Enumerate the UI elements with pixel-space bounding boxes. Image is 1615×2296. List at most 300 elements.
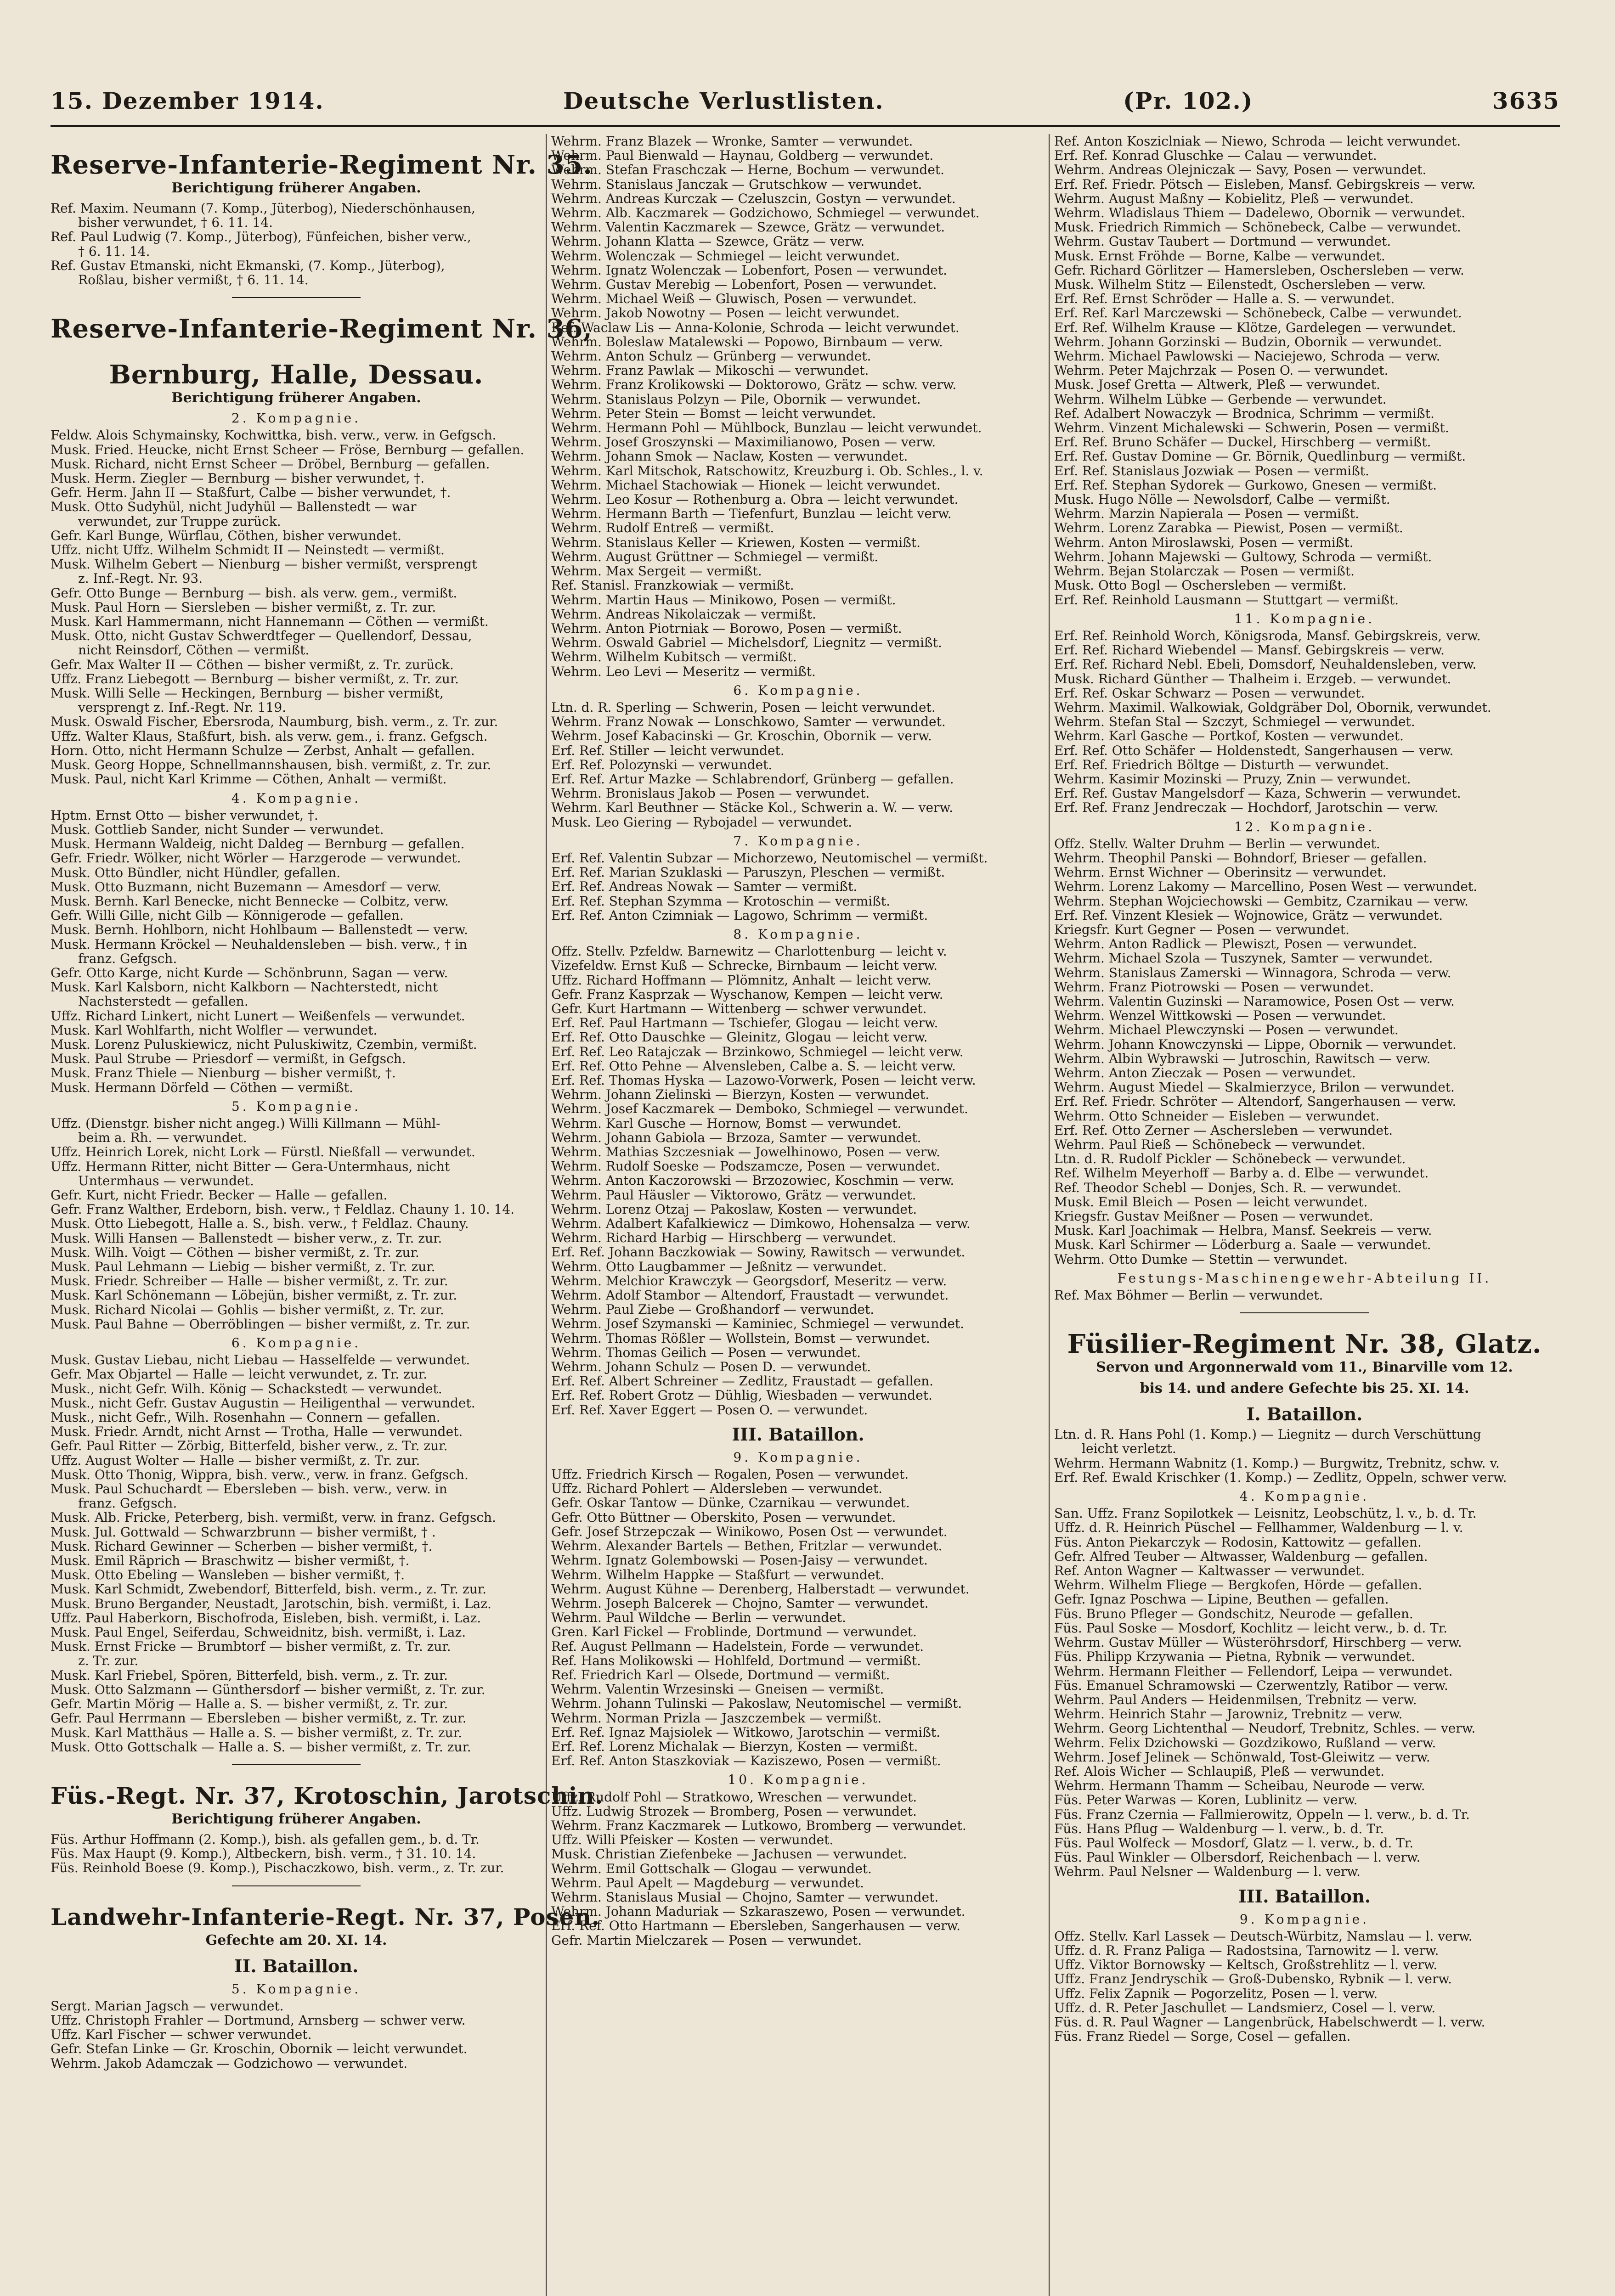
battalion-heading: II. Bataillon. [234, 1955, 359, 1976]
casualty-entry: Erf. Ref. Vinzent Klesiek — Wojnowice, Grätz — verwundet. [1054, 907, 1443, 923]
casualty-entry: Wehrm. Lorenz Lakomy — Marcellino, Posen West — verwundet. [1054, 879, 1478, 895]
casualty-entry: Wehrm. Albin Wybrawski — Jutroschin, Rawitsch — verw. [1054, 1051, 1431, 1066]
casualty-entry: Uffz. Karl Fischer — schwer verwundet. [51, 2027, 312, 2043]
casualty-entry: Wehrm. Franz Nowak — Lonschkowo, Samter — verwundet. [551, 714, 946, 730]
casualty-entry: Wehrm. Stephan Wojciechowski — Gembitz, Czarnikau — verw. [1054, 893, 1468, 909]
casualty-entry: Wehrm. Michael Pawlowski — Naciejewo, Schroda — verw. [1054, 349, 1440, 364]
casualty-entry: Füs. Philipp Krzywania — Pietna, Rybnik — verwundet. [1054, 1649, 1415, 1665]
casualty-entry: Wehrm. Valentin Guzinski — Naramowice, Posen Ost — verw. [1054, 993, 1455, 1009]
casualty-entry: Wehrm. Max Sergeit — vermißt. [551, 563, 762, 579]
section-note: bis 14. und andere Gefechte bis 25. XI. 14. [1140, 1380, 1469, 1397]
casualty-entry: Erf. Ref. Karl Marczewski — Schönebeck, Calbe — verwundet. [1054, 305, 1462, 321]
casualty-entry: Ref. Anton Kosziclniak — Niewo, Schroda — leicht verwundet. [1054, 134, 1461, 149]
casualty-entry: Erf. Ref. Gustav Domine — Gr. Börnik, Quedlinburg — vermißt. [1054, 449, 1466, 464]
casualty-entry: Offz. Stellv. Karl Lassek — Deutsch-Würbitz, Namslau — l. verw. [1054, 1928, 1473, 1944]
casualty-entry: Füs. Reinhold Boese (9. Komp.), Pischaczkowo, bish. verm., z. Tr. zur. [51, 1860, 504, 1876]
casualty-entry: Musk. Ernst Fricke — Brumbtorf — bisher vermißt, z. Tr. zur. [51, 1639, 451, 1654]
casualty-entry: Musk. Otto Liebegott, Halle a. S., bish. verw., † Feldlaz. Chauny. [51, 1216, 469, 1232]
casualty-entry: Uffz. Felix Zapnik — Pogorzelitz, Posen — l. verw. [1054, 1986, 1378, 2001]
casualty-entry: Musk. Hermann Waldeig, nicht Daldeg — Bernburg — gefallen. [51, 836, 465, 852]
casualty-entry: Erf. Ref. Friedrich Böltge — Disturth — verwundet. [1054, 757, 1389, 772]
casualty-entry: Wehrm. Bejan Stolarczak — Posen — vermißt. [1054, 563, 1355, 579]
casualty-entry: z. Inf.-Regt. Nr. 93. [78, 571, 203, 586]
section-divider [232, 1764, 361, 1765]
casualty-entry: Wehrm. Paul Nelsner — Waldenburg — l. verw. [1054, 1864, 1361, 1880]
casualty-entry: Wehrm. Paul Ziebe — Großhandorf — verwundet. [551, 1302, 875, 1317]
casualty-entry: Erf. Ref. Friedr. Schröter — Altendorf, Sangerhausen — verw. [1054, 1094, 1457, 1109]
casualty-entry: Musk. Otto Gottschalk — Halle a. S. — bisher vermißt, z. Tr. zur. [51, 1739, 471, 1755]
casualty-entry: Wehrm. Karl Gusche — Hornow, Bomst — verwundet. [551, 1115, 902, 1131]
casualty-entry: Musk. Otto Buzmann, nicht Buzemann — Amesdorf — verw. [51, 879, 441, 895]
casualty-entry: Wehrm. Johann Knowczynski — Lippe, Obornik — verwundet. [1054, 1036, 1457, 1052]
casualty-entry: Wehrm. Paul Bienwald — Haynau, Goldberg — verwundet. [551, 148, 934, 163]
casualty-entry: Wehrm. Johann Schulz — Posen D. — verwundet. [551, 1359, 871, 1375]
casualty-entry: Ref. Paul Ludwig (7. Komp., Jüterbog), Fünfeichen, bisher verw., [51, 229, 471, 245]
section-note: Berichtigung früherer Angaben. [171, 1811, 421, 1827]
casualty-entry: Wehrm. Johann Maduriak — Szkaraszewo, Posen — verwundet. [551, 1904, 966, 1919]
casualty-entry: Musk. Lorenz Puluskiewicz, nicht Puluskiwitz, Czembin, vermißt. [51, 1036, 477, 1052]
casualty-entry: bisher verwundet, † 6. 11. 14. [78, 215, 273, 231]
casualty-entry: beim a. Rh. — verwundet. [78, 1130, 247, 1146]
casualty-entry: Musk. Wilhelm Stitz — Eilenstedt, Oschersleben — verw. [1054, 277, 1426, 293]
casualty-entry: Wehrm. Adalbert Kafalkiewicz — Dimkowo, Hohensalza — verw. [551, 1216, 971, 1232]
casualty-entry: Wehrm. Andreas Olejniczak — Savy, Posen — verwundet. [1054, 162, 1427, 178]
casualty-entry: Wehrm. Wilhelm Fliege — Bergkofen, Hörde — gefallen. [1054, 1577, 1423, 1593]
casualty-entry: Erf. Ref. Lorenz Michalak — Bierzyn, Kosten — vermißt. [551, 1739, 918, 1754]
casualty-entry: Erf. Ref. Leo Ratajczak — Brzinkowo, Schmiegel — leicht verw. [551, 1044, 964, 1059]
casualty-entry: Wehrm. Lorenz Otzaj — Pakoslaw, Kosten — verwundet. [551, 1201, 917, 1217]
casualty-entry: Füs. Paul Wolfeck — Mosdorf, Glatz — l. verw., b. d. Tr. [1054, 1835, 1414, 1851]
casualty-entry: Musk. Paul, nicht Karl Krimme — Cöthen, Anhalt — vermißt. [51, 771, 447, 787]
casualty-entry: Füs. Anton Piekarczyk — Rodosin, Kattowitz — gefallen. [1054, 1534, 1422, 1550]
casualty-entry: Füs. Franz Riedel — Sorge, Cosel — gefallen. [1054, 2029, 1351, 2044]
casualty-entry: Uffz. Paul Haberkorn, Bischofroda, Eisleben, bish. vermißt, i. Laz. [51, 1610, 481, 1626]
section-divider [1240, 1312, 1369, 1313]
casualty-entry: Feldw. Alois Schymainsky, Kochwittka, bish. verw., verw. in Gefgsch. [51, 428, 497, 443]
casualty-entry: Wehrm. Anton Zieczak — Posen — verwundet. [1054, 1065, 1356, 1080]
casualty-entry: Musk. Josef Gretta — Altwerk, Pleß — verwundet. [1054, 377, 1380, 393]
casualty-entry: Musk. Oswald Fischer, Ebersroda, Naumburg, bish. verm., z. Tr. zur. [51, 714, 498, 730]
company-heading: 4. Kompagnie. [1239, 1489, 1370, 1504]
casualty-entry: Gefr. Josef Strzepczak — Winikowo, Posen Ost — verwundet. [551, 1524, 948, 1539]
casualty-entry: Musk. Paul Horn — Siersleben — bisher vermißt, z. Tr. zur. [51, 599, 436, 615]
company-heading: 9. Kompagnie. [733, 1449, 863, 1465]
casualty-entry: Wehrm. Theophil Panski — Bohndorf, Brieser — gefallen. [1054, 850, 1427, 866]
company-heading: 6. Kompagnie. [231, 1335, 361, 1351]
casualty-entry: Wehrm. Heinrich Stahr — Jarowniz, Trebnitz — verw. [1054, 1706, 1403, 1722]
casualty-entry: Gefr. Herm. Jahn II — Staßfurt, Calbe — bisher verwundet, †. [51, 485, 451, 501]
casualty-entry: Wehrm. Franz Krolikowski — Doktorowo, Grätz — schw. verw. [551, 377, 957, 393]
casualty-entry: Musk. Alb. Fricke, Peterberg, bish. vermißt, verw. in franz. Gefgsch. [51, 1510, 496, 1525]
casualty-entry: Musk. Jul. Gottwald — Schwarzbrunn — bisher vermißt, † . [51, 1524, 436, 1540]
casualty-entry: Wehrm. Andreas Kurczak — Czeluszcin, Gostyn — verwundet. [551, 191, 956, 206]
section-note: Servon und Argonnerwald vom 11., Binarville vom 12. [1096, 1359, 1513, 1376]
casualty-entry: Erf. Ref. Konrad Gluschke — Calau — verwundet. [1054, 148, 1377, 163]
casualty-entry: Gefr. Paul Ritter — Zörbig, Bitterfeld, bisher verw., z. Tr. zur. [51, 1438, 448, 1454]
casualty-entry: Musk. Friedr. Schreiber — Halle — bisher vermißt, z. Tr. zur. [51, 1273, 448, 1289]
casualty-entry: Wehrm. Joseph Balcerek — Chojno, Samter — verwundet. [551, 1595, 929, 1611]
casualty-entry: Füs. Bruno Pfleger — Gondschitz, Neurode — gefallen. [1054, 1606, 1413, 1621]
casualty-entry: Wehrm. Karl Mitschok, Ratschowitz, Kreuzburg i. Ob. Schles., l. v. [551, 463, 983, 478]
casualty-entry: Erf. Ref. Johann Baczkowiak — Sowiny, Rawitsch — verwundet. [551, 1244, 966, 1260]
casualty-entry: Musk. Karl Schönemann — Löbejün, bisher vermißt, z. Tr. zur. [51, 1288, 457, 1303]
casualty-entry: Musk. Willi Hansen — Ballenstedt — bisher verw., z. Tr. zur. [51, 1230, 442, 1246]
casualty-entry: Musk. Karl Schirmer — Löderburg a. Saale — verwundet. [1054, 1237, 1431, 1253]
casualty-entry: Sergt. Marian Jagsch — verwundet. [51, 1998, 284, 2014]
casualty-entry: Wehrm. Wilhelm Happke — Staßfurt — verwundet. [551, 1567, 885, 1582]
casualty-entry: Musk. Bernh. Hohlborn, nicht Hohlbaum — Ballenstedt — verw. [51, 922, 468, 938]
casualty-entry: Erf. Ref. Wilhelm Krause — Klötze, Gardelegen — verwundet. [1054, 320, 1457, 335]
casualty-entry: Wehrm. Melchior Krawczyk — Georgsdorf, Meseritz — verw. [551, 1273, 947, 1289]
casualty-entry: Musk. Richard Günther — Thalheim i. Erzgeb. — verwundet. [1054, 671, 1451, 687]
casualty-entry: Wehrm. Michael Stachowiak — Hionek — leicht verwundet. [551, 477, 941, 493]
casualty-entry: Musk. Otto Bogl — Oschersleben — vermißt. [1054, 578, 1347, 593]
casualty-entry: Wehrm. Anton Schulz — Grünberg — verwundet. [551, 349, 871, 364]
section-note: Berichtigung früherer Angaben. [171, 390, 421, 406]
casualty-entry: Wehrm. Stanislaus Polzyn — Pile, Obornik — verwundet. [551, 391, 921, 407]
casualty-entry: Wehrm. Otto Dumke — Stettin — verwundet. [1054, 1251, 1348, 1267]
regiment-heading: Landwehr-Infanterie-Regt. Nr. 37, Posen. [51, 1903, 600, 1930]
casualty-entry: Musk. Gottlieb Sander, nicht Sunder — verwundet. [51, 822, 384, 837]
casualty-entry: Wehrm. Alexander Bartels — Bethen, Fritzlar — verwundet. [551, 1538, 943, 1554]
casualty-entry: Musk. Otto Sudyhül, nicht Judyhül — Ballenstedt — war [51, 499, 417, 515]
casualty-entry: Wehrm. August Kühne — Derenberg, Halberstadt — verwundet. [551, 1581, 970, 1597]
casualty-entry: Erf. Ref. Anton Staszkoviak — Kaziszewo, Posen — vermißt. [551, 1753, 941, 1769]
casualty-entry: Erf. Ref. Xaver Eggert — Posen O. — verwundet. [551, 1402, 868, 1418]
casualty-entry: Musk. Karl Matthäus — Halle a. S. — bisher vermißt, z. Tr. zur. [51, 1725, 462, 1740]
casualty-entry: Uffz. Heinrich Lorek, nicht Lork — Fürstl. Nießfall — verwundet. [51, 1144, 475, 1160]
column-divider [546, 134, 547, 2296]
casualty-entry: nicht Reinsdorf, Cöthen — vermißt. [78, 642, 310, 658]
casualty-entry: Erf. Ref. Anton Czimniak — Lagowo, Schrimm — vermißt. [551, 907, 928, 923]
casualty-entry: Musk. Otto Bündler, nicht Hündler, gefallen. [51, 865, 341, 880]
casualty-entry: Füs. Paul Soske — Mosdorf, Kochlitz — leicht verw., b. d. Tr. [1054, 1620, 1448, 1636]
casualty-entry: Erf. Ref. Paul Hartmann — Tschiefer, Glogau — leicht verw. [551, 1015, 938, 1031]
casualty-entry: Füs. Peter Warwas — Koren, Lublinitz — verw. [1054, 1792, 1358, 1808]
casualty-entry: Musk. Wilhelm Gebert — Nienburg — bisher vermißt, versprengt [51, 557, 477, 572]
casualty-entry: Wehrm. Martin Haus — Minikowo, Posen — vermißt. [551, 592, 896, 608]
casualty-entry: Musk. Karl Schmidt, Zwebendorf, Bitterfeld, bish. verm., z. Tr. zur. [51, 1581, 486, 1597]
casualty-entry: Wehrm. August Grüttner — Schmiegel — vermißt. [551, 549, 879, 564]
casualty-entry: Hptm. Ernst Otto — bisher verwundet, †. [51, 807, 318, 823]
casualty-entry: Wehrm. Thomas Geilich — Posen — verwundet. [551, 1345, 861, 1360]
casualty-entry: Gefr. Otto Bunge — Bernburg — bish. als verw. gem., vermißt. [51, 585, 457, 601]
casualty-entry: Wehrm. Paul Häusler — Viktorowo, Grätz — verwundet. [551, 1187, 916, 1203]
casualty-entry: Wehrm. Emil Gottschalk — Glogau — verwundet. [551, 1861, 872, 1876]
casualty-entry: Wehrm. Peter Majchrzak — Posen O. — verwundet. [1054, 363, 1389, 378]
casualty-entry: Erf. Ref. Richard Wiebendel — Mansf. Gebirgskreis — verw. [1054, 642, 1445, 658]
battalion-heading: III. Bataillon. [1238, 1885, 1371, 1907]
issue-number: (Pr. 102.) [1123, 87, 1254, 114]
casualty-entry: Gefr. Max Walter II — Cöthen — bisher vermißt, z. Tr. zurück. [51, 657, 454, 672]
casualty-entry: Ref. Adalbert Nowaczyk — Brodnica, Schrimm — vermißt. [1054, 405, 1434, 421]
casualty-entry: Wehrm. Marzin Napierala — Posen — vermißt. [1054, 506, 1359, 522]
casualty-entry: Erf. Ref. Otto Zerner — Aschersleben — verwundet. [1054, 1122, 1393, 1138]
casualty-entry: Wehrm. Gustav Merebig — Lobenfort, Posen — verwundet. [551, 277, 937, 293]
casualty-entry: Uffz. August Wolter — Halle — bisher vermißt, z. Tr. zur. [51, 1452, 420, 1468]
casualty-entry: Musk. Gustav Liebau, nicht Liebau — Hasselfelde — verwundet. [51, 1352, 470, 1368]
casualty-entry: Wehrm. Stanislaus Keller — Kriewen, Kosten — vermißt. [551, 535, 921, 550]
casualty-entry: Wehrm. Johann Gabiola — Brzoza, Samter — verwundet. [551, 1130, 921, 1145]
casualty-entry: Musk. Emil Räprich — Braschwitz — bisher vermißt, †. [51, 1553, 410, 1569]
casualty-entry: Ref. Max Böhmer — Berlin — verwundet. [1054, 1288, 1323, 1303]
casualty-entry: Musk. Emil Bleich — Posen — leicht verwundet. [1054, 1194, 1368, 1210]
casualty-entry: Wehrm. Leo Kosur — Rothenburg a. Obra — leicht verwundet. [551, 492, 959, 507]
casualty-entry: Wehrm. Boleslaw Matalewski — Popowo, Birnbaum — verw. [551, 334, 943, 349]
running-head [51, 87, 1560, 119]
casualty-entry: Erf. Ref. Richard Nebl. Ebeli, Domsdorf, Neuhaldensleben, verw. [1054, 657, 1477, 672]
casualty-entry: Musk. Friedrich Rimmich — Schönebeck, Calbe — verwundet. [1054, 219, 1461, 235]
casualty-entry: Gefr. Martin Mielczarek — Posen — verwundet. [551, 1932, 862, 1948]
casualty-entry: Musk. Ernst Fröhde — Borne, Kalbe — verwundet. [1054, 248, 1385, 264]
casualty-entry: Wehrm. Michael Weiß — Gluwisch, Posen — verwundet. [551, 291, 917, 307]
casualty-entry: Wehrm. Hermann Thamm — Scheibau, Neurode — verw. [1054, 1778, 1425, 1794]
casualty-entry: Erf. Ref. Albert Schreiner — Zedlitz, Fraustadt — gefallen. [551, 1373, 934, 1389]
casualty-entry: Uffz. d. R. Peter Jaschullet — Landsmierz, Cosel — l. verw. [1054, 2000, 1436, 2015]
casualty-entry: Erf. Ref. Andreas Nowak — Samter — vermißt. [551, 879, 858, 895]
casualty-entry: Wehrm. Stanislaus Musial — Chojno, Samter — verwundet. [551, 1889, 939, 1905]
casualty-entry: Wehrm. Hermann Barth — Tiefenfurt, Bunzlau — leicht verw. [551, 506, 952, 522]
casualty-entry: Uffz. Franz Liebegott — Bernburg — bisher vermißt, z. Tr. zur. [51, 671, 459, 687]
casualty-entry: Musk. Leo Giering — Rybojadel — verwundet. [551, 814, 853, 830]
casualty-entry: Wehrm. Valentin Wrzesinski — Gneisen — vermißt. [551, 1682, 884, 1697]
casualty-entry: Erf. Ref. Reinhold Worch, Königsroda, Mansf. Gebirgskreis, verw. [1054, 628, 1481, 643]
casualty-entry: Uffz. d. R. Heinrich Püschel — Fellhammer, Waldenburg — l. v. [1054, 1520, 1463, 1536]
casualty-entry: z. Tr. zur. [78, 1653, 139, 1669]
casualty-entry: Uffz. nicht Uffz. Wilhelm Schmidt II — Neinstedt — vermißt. [51, 542, 445, 558]
casualty-entry: Musk. Bernh. Karl Benecke, nicht Bennecke — Colbitz, verw. [51, 893, 449, 909]
casualty-entry: Erf. Ref. Gustav Mangelsdorf — Kaza, Schwerin — verwundet. [1054, 786, 1461, 801]
casualty-entry: Wehrm. Johann Smok — Naclaw, Kosten — verwundet. [551, 449, 908, 464]
casualty-entry: Musk. Paul Strube — Priesdorf — vermißt, in Gefgsch. [51, 1051, 406, 1067]
casualty-entry: Musk. Otto Ebeling — Wansleben — bisher vermißt, †. [51, 1567, 405, 1583]
casualty-entry: Musk. Georg Hoppe, Schnellmannshausen, bish. vermißt, z. Tr. zur. [51, 757, 491, 773]
casualty-entry: Wehrm. Wladislaus Thiem — Dadelewo, Obornik — verwundet. [1054, 205, 1466, 221]
column-middle [551, 134, 1045, 2296]
casualty-entry: Ref. Friedrich Karl — Olsede, Dortmund — vermißt. [551, 1667, 890, 1683]
casualty-entry: Wehrm. Wenzel Wittkowski — Posen — verwundet. [1054, 1008, 1386, 1024]
casualty-entry: Erf. Ref. Marian Szuklaski — Paruszyn, Pleschen — vermißt. [551, 865, 945, 880]
casualty-entry: Musk. Paul Schuchardt — Ebersleben — bish. verw., verw. in [51, 1481, 447, 1497]
casualty-entry: Gefr. Max Objartel — Halle — leicht verwundet, z. Tr. zur. [51, 1367, 428, 1382]
casualty-entry: Gefr. Karl Bunge, Würflau, Cöthen, bisher verwundet. [51, 528, 402, 543]
battalion-heading: III. Bataillon. [732, 1424, 864, 1445]
casualty-entry: Horn. Otto, nicht Hermann Schulze — Zerbst, Anhalt — gefallen. [51, 743, 475, 758]
casualty-entry: Wehrm. Leo Levi — Meseritz — vermißt. [551, 664, 816, 679]
casualty-entry: Erf. Ref. Stiller — leicht verwundet. [551, 743, 785, 758]
casualty-entry: Füs. d. R. Paul Wagner — Langenbrück, Habelschwerdt — l. verw. [1054, 2014, 1485, 2030]
casualty-entry: Erf. Ref. Otto Schäfer — Holdenstedt, Sangerhausen — verw. [1054, 743, 1454, 758]
battalion-heading: I. Bataillon. [1246, 1404, 1363, 1425]
company-heading: Festungs-Maschinengewehr-Abteilung II. [1117, 1270, 1492, 1286]
casualty-entry: Erf. Ref. Robert Grotz — Dühlig, Wiesbaden — verwundet. [551, 1388, 932, 1403]
casualty-entry: Uffz. Richard Linkert, nicht Lunert — Weißenfels — verwundet. [51, 1008, 465, 1024]
casualty-entry: Musk. Richard Gewinner — Scherben — bisher vermißt, †. [51, 1538, 433, 1554]
column-left [51, 134, 604, 2296]
casualty-entry: Wehrm. Jakob Adamczak — Godzichowo — verwundet. [51, 2055, 408, 2071]
casualty-entry: Ref. Alois Wicher — Schlaupiß, Pleß — verwundet. [1054, 1763, 1385, 1779]
casualty-entry: Wehrm. Wilhelm Kubitsch — vermißt. [551, 649, 797, 665]
casualty-entry: Wehrm. Norman Prizla — Jaszczembek — vermißt. [551, 1710, 882, 1726]
casualty-entry: Wehrm. Bronislaus Jakob — Posen — verwundet. [551, 786, 870, 801]
casualty-entry: Vizefeldw. Ernst Kuß — Schrecke, Birnbaum — leicht verw. [551, 958, 937, 974]
casualty-entry: Musk. Hugo Nölle — Newolsdorf, Calbe — vermißt. [1054, 492, 1390, 507]
casualty-entry: Uffz. Ludwig Strozek — Bromberg, Posen — verwundet. [551, 1803, 917, 1819]
casualty-entry: Gefr. Willi Gille, nicht Gilb — Könnigerode — gefallen. [51, 908, 404, 923]
company-heading: 6. Kompagnie. [733, 682, 863, 698]
casualty-entry: Füs. Hans Pflug — Waldenburg — l. verw., b. d. Tr. [1054, 1821, 1384, 1836]
casualty-entry: Wehrm. Stefan Fraschczak — Herne, Bochum — verwundet. [551, 162, 945, 178]
casualty-entry: Wehrm. Stanislaus Zamerski — Winnagora, Schroda — verw. [1054, 965, 1451, 980]
casualty-entry: Musk. Karl Friebel, Spören, Bitterfeld, bish. verm., z. Tr. zur. [51, 1667, 448, 1683]
company-heading: 2. Kompagnie. [231, 411, 361, 426]
casualty-entry: Wehrm. Rudolf Entreß — vermißt. [551, 520, 774, 536]
casualty-entry: Musk. Karl Joachimak — Helbra, Mansf. Seekreis — verw. [1054, 1223, 1432, 1238]
company-heading: 11. Kompagnie. [1234, 611, 1375, 626]
casualty-entry: Wehrm. Hermann Pohl — Mühlbock, Bunzlau — leicht verwundet. [551, 420, 982, 436]
casualty-entry: Nachsterstedt — gefallen. [78, 994, 248, 1009]
casualty-entry: Musk. Paul Lehmann — Liebig — bisher vermißt, z. Tr. zur. [51, 1259, 435, 1274]
casualty-entry: Wehrm. Josef Jelinek — Schönwald, Tost-Gleiwitz — verw. [1054, 1749, 1430, 1765]
casualty-entry: franz. Gefgsch. [78, 951, 177, 966]
casualty-entry: Wehrm. Kasimir Mozinski — Pruzy, Znin — verwundet. [1054, 771, 1411, 787]
company-heading: 5. Kompagnie. [231, 1981, 361, 1997]
casualty-entry: Wehrm. Wolenczak — Schmiegel — leicht verwundet. [551, 248, 900, 264]
casualty-entry: Erf. Ref. Otto Pehne — Alvensleben, Calbe a. S. — leicht verw. [551, 1058, 956, 1074]
company-heading: 7. Kompagnie. [733, 833, 863, 849]
casualty-entry: Wehrm. Hermann Fleither — Fellendorf, Leipa — verwundet. [1054, 1663, 1453, 1679]
casualty-entry: Wehrm. Wilhelm Lübke — Gerbende — verwundet. [1054, 391, 1387, 407]
casualty-entry: Füs. Emanuel Schramowski — Czerwentzly, Ratibor — verw. [1054, 1677, 1448, 1693]
casualty-entry: Wehrm. Johann Tulinski — Pakoslaw, Neutomischel — vermißt. [551, 1696, 962, 1711]
casualty-entry: Wehrm. Michael Plewczynski — Posen — verwundet. [1054, 1022, 1399, 1038]
casualty-entry: versprengt z. Inf.-Regt. Nr. 119. [78, 700, 287, 715]
company-heading: 5. Kompagnie. [231, 1098, 361, 1114]
casualty-entry: Ref. Wilhelm Meyerhoff — Barby a. d. Elbe — verwundet. [1054, 1165, 1429, 1181]
casualty-entry: Erf. Ref. Ignaz Majsiolek — Witkowo, Jarotschin — vermißt. [551, 1724, 941, 1740]
casualty-entry: Musk., nicht Gefr. Wilh. König — Schackstedt — verwundet. [51, 1381, 442, 1396]
casualty-entry: Wehrm. Maximil. Walkowiak, Goldgräber Dol, Obornik, verwundet. [1054, 699, 1491, 715]
casualty-entry: Ref. Stanisl. Franzkowiak — vermißt. [551, 578, 794, 593]
casualty-entry: Offz. Stellv. Walter Druhm — Berlin — verwundet. [1054, 836, 1380, 851]
casualty-entry: Erf. Ref. Valentin Subzar — Michorzewo, Neutomischel — vermißt. [551, 850, 988, 866]
casualty-entry: Wehrm. Lorenz Zarabka — Piewist, Posen — vermißt. [1054, 520, 1403, 536]
casualty-entry: Wehrm. Josef Kaczmarek — Demboko, Schmiegel — verwundet. [551, 1101, 968, 1117]
casualty-entry: Wehrm. Otto Schneider — Eisleben — verwundet. [1054, 1108, 1380, 1124]
casualty-entry: Musk. Fried. Heucke, nicht Ernst Scheer — Fröse, Bernburg — gefallen. [51, 442, 525, 457]
casualty-entry: Wehrm. Alb. Kaczmarek — Godzichowo, Schmiegel — verwundet. [551, 205, 980, 221]
casualty-entry: Gefr. Otto Karge, nicht Kurde — Schönbrunn, Sagan — verw. [51, 965, 448, 980]
casualty-entry: Wehrm. Ignatz Golembowski — Posen-Jaisy — verwundet. [551, 1553, 928, 1568]
casualty-entry: Erf. Ref. Polozynski — verwundet. [551, 757, 773, 772]
casualty-entry: Musk. Christian Ziefenbeke — Jachusen — verwundet. [551, 1846, 907, 1862]
casualty-entry: Musk., nicht Gefr. Gustav Augustin — Heiligenthal — verwundet. [51, 1395, 475, 1411]
casualty-entry: Roßlau, bisher vermißt, † 6. 11. 14. [78, 272, 309, 288]
casualty-entry: Gefr. Franz Walther, Erdeborn, bish. verw., † Feldlaz. Chauny 1. 10. 14. [51, 1202, 515, 1217]
casualty-entry: Wehrm. Valentin Kaczmarek — Szewce, Grätz — verwundet. [551, 219, 945, 235]
casualty-entry: Erf. Ref. Otto Hartmann — Ebersleben, Sangerhausen — verw. [551, 1918, 961, 1934]
casualty-entry: Wehrm. Franz Kaczmarek — Lutkowo, Bromberg — verwundet. [551, 1818, 966, 1833]
casualty-entry: Gefr. Friedr. Wölker, nicht Wörler — Harzgerode — verwundet. [51, 850, 461, 866]
casualty-entry: Wehrm. Johann Zielinski — Bierzyn, Kosten — verwundet. [551, 1087, 930, 1103]
casualty-entry: Musk. Karl Hammermann, nicht Hannemann — Cöthen — vermißt. [51, 614, 489, 630]
casualty-entry: leicht verletzt. [1082, 1441, 1176, 1457]
casualty-entry: Erf. Ref. Franz Jendreczak — Hochdorf, Jarotschin — verw. [1054, 800, 1439, 816]
issue-date: 15. Dezember 1914. [51, 87, 324, 114]
company-heading: 12. Kompagnie. [1234, 819, 1375, 834]
casualty-entry: Wehrm. Felix Dzichowski — Gozdzikowo, Rußland — verw. [1054, 1735, 1436, 1750]
casualty-entry: Gefr. Kurt, nicht Friedr. Becker — Halle — gefallen. [51, 1187, 388, 1203]
casualty-entry: Musk. Willi Selle — Heckingen, Bernburg — bisher vermißt, [51, 686, 444, 701]
casualty-entry: Wehrm. Franz Pawlak — Mikoschi — verwundet. [551, 363, 869, 378]
casualty-entry: Musk. Karl Wohlfarth, nicht Wolfler — verwundet. [51, 1022, 378, 1038]
casualty-entry: Ref. Anton Wagner — Kaltwasser — verwundet. [1054, 1563, 1365, 1579]
casualty-entry: Wehrm. Paul Anders — Heidenmilsen, Trebnitz — verw. [1054, 1692, 1417, 1707]
casualty-entry: Musk. Wilh. Voigt — Cöthen — bisher vermißt, z. Tr. zur. [51, 1244, 419, 1260]
casualty-entry: Gefr. Alfred Teuber — Altwasser, Waldenburg — gefallen. [1054, 1548, 1428, 1564]
casualty-entry: Wehrm. Paul Wildche — Berlin — verwundet. [551, 1610, 846, 1626]
casualty-entry: Wehrm. Anton Miroslawski, Posen — vermißt. [1054, 535, 1354, 550]
casualty-entry: Füs. Franz Czernia — Fallmierowitz, Oppeln — l. verw., b. d. Tr. [1054, 1806, 1470, 1822]
casualty-entry: Ltn. d. R. Sperling — Schwerin, Posen — leicht verwundet. [551, 699, 936, 715]
casualty-entry: Untermhaus — verwundet. [78, 1173, 254, 1188]
casualty-entry: Kriegsfr. Kurt Gegner — Posen — verwundet. [1054, 922, 1350, 937]
section-divider [232, 297, 361, 298]
regiment-heading: Füsilier-Regiment Nr. 38, Glatz. [1067, 1329, 1542, 1360]
casualty-entry: Ref. Hans Molikowski — Hohlfeld, Dortmund — vermißt. [551, 1653, 921, 1668]
casualty-entry: Uffz. Rudolf Pohl — Stratkowo, Wreschen — verwundet. [551, 1789, 917, 1805]
casualty-entry: † 6. 11. 14. [78, 243, 150, 259]
section-note: Gefechte am 20. XI. 14. [205, 1932, 387, 1948]
casualty-entry: Uffz. Friedrich Kirsch — Rogalen, Posen — verwundet. [551, 1467, 909, 1482]
casualty-entry: Ref. Maxim. Neumann (7. Komp., Jüterbog), Niederschönhausen, [51, 201, 475, 216]
casualty-entry: Wehrm. August Maßny — Kobielitz, Pleß — verwundet. [1054, 191, 1414, 206]
casualty-entry: Wehrm. Franz Piotrowski — Posen — verwundet. [1054, 979, 1374, 995]
company-heading: 4. Kompagnie. [231, 790, 361, 806]
casualty-entry: Musk. Otto Thonig, Wippra, bish. verw., verw. in franz. Gefgsch. [51, 1467, 469, 1482]
casualty-entry: Uffz. Richard Hoffmann — Plömnitz, Anhalt — leicht verw. [551, 972, 932, 988]
casualty-entry: Uffz. Richard Pohlert — Aldersleben — verwundet. [551, 1481, 882, 1497]
casualty-entry: Ltn. d. R. Rudolf Pickler — Schönebeck — verwundet. [1054, 1151, 1406, 1167]
casualty-entry: Ref. Theodor Schebl — Donjes, Sch. R. — verwundet. [1054, 1180, 1401, 1195]
casualty-entry: Wehrm. Karl Gasche — Portkof, Kosten — verwundet. [1054, 728, 1404, 744]
regiment-heading: Reserve-Infanterie-Regiment Nr. 36, [51, 314, 593, 344]
casualty-entry: franz. Gefgsch. [78, 1496, 177, 1511]
company-heading: 10. Kompagnie. [728, 1772, 869, 1788]
casualty-entry: Wehrm. Anton Radlick — Plewiszt, Posen — verwundet. [1054, 936, 1417, 952]
casualty-entry: Füs. Max Haupt (9. Komp.), Altbeckern, bish. verm., † 31. 10. 14. [51, 1846, 476, 1862]
casualty-entry: Wehrm. Josef Groszynski — Maximilianowo, Posen — verw. [551, 434, 936, 450]
casualty-entry: Wehrm. Georg Lichtenthal — Neudorf, Trebnitz, Schles. — verw. [1054, 1721, 1476, 1736]
company-heading: 8. Kompagnie. [733, 926, 863, 942]
column-divider [1049, 134, 1050, 2296]
casualty-entry: Wehrm. Gustav Müller — Wüsteröhrsdorf, Hirschberg — verw. [1054, 1635, 1462, 1650]
casualty-entry: Füs. Arthur Hoffmann (2. Komp.), bish. als gefallen gem., b. d. Tr. [51, 1831, 480, 1847]
casualty-entry: Musk. Richard, nicht Ernst Scheer — Dröbel, Bernburg — gefallen. [51, 456, 490, 472]
casualty-entry: Uffz. Franz Jendryschik — Groß-Dubensko, Rybnik — l. verw. [1054, 1971, 1452, 1987]
casualty-entry: Ref. Gustav Etmanski, nicht Ekmanski, (7. Komp., Jüterbog), [51, 258, 445, 273]
casualty-entry: Gefr. Ignaz Poschwa — Lipine, Beuthen — gefallen. [1054, 1592, 1389, 1607]
column-right [1054, 134, 1555, 2296]
casualty-entry: Erf. Ref. Thomas Hyska — Lazowo-Vorwerk, Posen — leicht verw. [551, 1073, 976, 1088]
casualty-entry: Wehrm. Thomas Rößler — Wollstein, Bomst — verwundet. [551, 1330, 930, 1346]
casualty-entry: Erf. Ref. Stephan Sydorek — Gurkowo, Gnesen — vermißt. [1054, 477, 1437, 493]
casualty-entry: Musk., nicht Gefr., Wilh. Rosenhahn — Connern — gefallen. [51, 1410, 440, 1425]
casualty-entry: Wehrm. Gustav Taubert — Dortmund — verwundet. [1054, 234, 1391, 249]
casualty-entry: Wehrm. Andreas Nikolaiczak — vermißt. [551, 606, 816, 622]
casualty-entry: Wehrm. Josef Szymanski — Kaminiec, Schmiegel — verwundet. [551, 1316, 965, 1332]
casualty-entry: Musk. Friedr. Arndt, nicht Arnst — Trotha, Halle — verwundet. [51, 1424, 463, 1440]
